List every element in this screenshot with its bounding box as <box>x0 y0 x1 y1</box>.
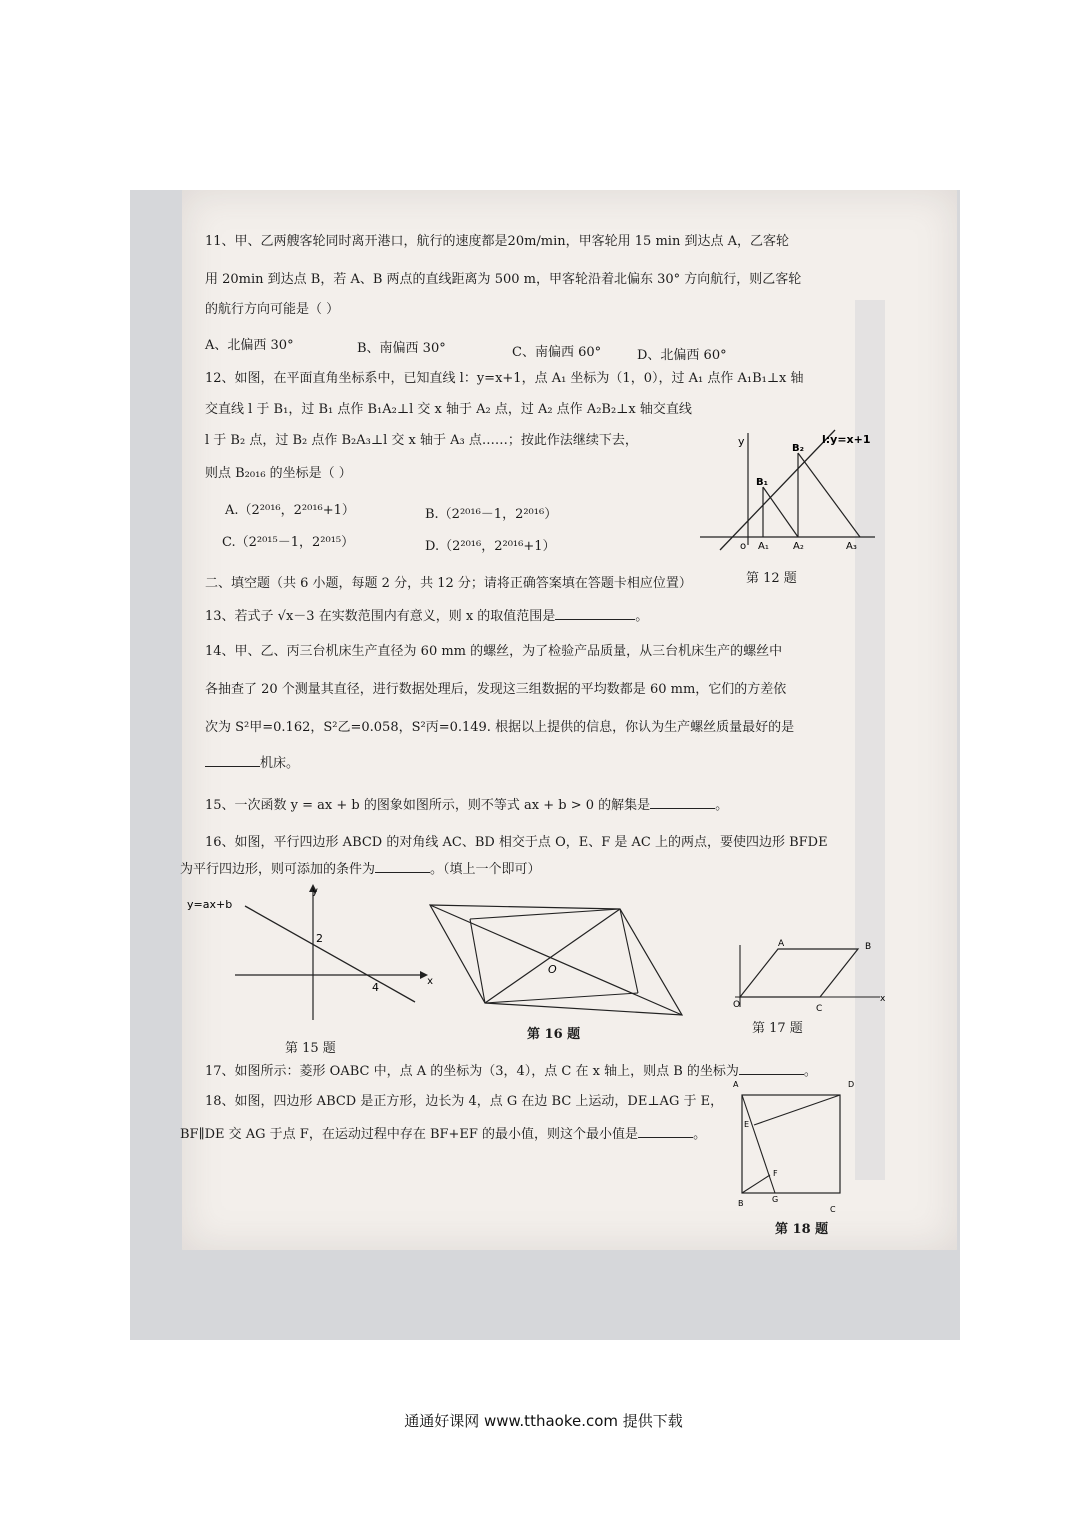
q18-line2: BF∥DE 交 AG 于点 F，在运动过程中存在 BF+EF 的最小值，则这个最小值是 <box>180 1127 639 1142</box>
q13-text <box>205 608 648 626</box>
q11-option-d: D、北偏西 60° <box>637 348 727 363</box>
q17-caption: 第 17 题 <box>752 1021 803 1036</box>
q12-line3: l 于 B₂ 点，过 B₂ 点作 B₂A₃⊥l 交 x 轴于 A₃ 点……；按此作法继续下去， <box>205 433 638 448</box>
q18-fig-b: B <box>738 1199 744 1208</box>
q12-fig-a3: A₃ <box>846 541 857 552</box>
q18-caption: 第 18 题 <box>775 1222 829 1237</box>
q12-figure <box>700 425 880 569</box>
q11-line3: 的航行方向可能是（ ） <box>205 302 340 317</box>
q12-fig-b1: B₁ <box>756 477 769 488</box>
q14-answer-blank[interactable] <box>205 766 260 767</box>
q12-line1: 12、如图，在平面直角坐标系中，已知直线 l：y=x+1，点 A₁ 坐标为（1，0），过 A₁ 点作 A₁B₁⊥x 轴 <box>205 371 804 386</box>
q15-text <box>205 797 728 815</box>
q12-option-d: D.（2²⁰¹⁶，2²⁰¹⁶+1） <box>425 539 556 554</box>
q12-fig-origin: o <box>740 541 747 552</box>
q14-line1: 14、甲、乙、丙三台机床生产直径为 60 mm 的螺丝，为了检验产品质量，从三台机床生产的螺丝中 <box>205 644 783 659</box>
q16-line2-wrap <box>180 861 541 879</box>
q12-fig-b2: B₂ <box>792 443 805 454</box>
q12-option-c: C.（2²⁰¹⁵－1，2²⁰¹⁵） <box>222 535 355 550</box>
q18-line1: 18、如图，四边形 ABCD 是正方形，边长为 4，点 G 在边 BC 上运动，DE⊥AG 于 E， <box>205 1094 724 1109</box>
q17-text <box>205 1063 817 1081</box>
q18-fig-g: G <box>772 1195 779 1204</box>
q16-fig-o: O <box>548 963 557 976</box>
q12-caption: 第 12 题 <box>746 571 797 586</box>
q12-fig-a2: A₂ <box>793 541 804 552</box>
q17-fig-a: A <box>778 939 785 949</box>
q11-option-a: A、北偏西 30° <box>205 338 294 353</box>
q14-line2: 各抽查了 20 个测量其直径，进行数据处理后，发现这三组数据的平均数都是 60 mm，它们的方差依 <box>205 682 787 697</box>
q17-stem: 17、如图所示：菱形 OABC 中，点 A 的坐标为（3，4），点 C 在 x 轴上，则点 B 的坐标为 <box>205 1064 739 1079</box>
q15-end: 。 <box>715 798 729 813</box>
q13-stem: 13、若式子 √x－3 在实数范围内有意义，则 x 的取值范围是 <box>205 609 556 624</box>
q17-fig-c: C <box>816 1004 823 1014</box>
q16-caption: 第 16 题 <box>527 1027 581 1042</box>
q17-end: 。 <box>803 1064 817 1079</box>
q11-line1: 11、甲、乙两艘客轮同时离开港口，航行的速度都是20m/min，甲客轮用 15 min 到达点 A，乙客轮 <box>205 234 789 249</box>
q16-figure <box>420 895 690 1024</box>
q12-fig-line-label: l:y=x+1 <box>822 433 871 446</box>
q18-fig-e: E <box>744 1120 750 1129</box>
q15-fig-yint: 2 <box>316 932 323 945</box>
q17-fig-x: x <box>880 994 886 1004</box>
q12-fig-a1: A₁ <box>758 541 769 552</box>
q11-line2: 用 20min 到达点 B，若 A、B 两点的直线距离为 500 m，甲客轮沿着北偏东 30° 方向航行，则乙客轮 <box>205 272 802 287</box>
q16-line1: 16、如图，平行四边形 ABCD 的对角线 AC、BD 相交于点 O，E、F 是 AC 上的两点，要使四边形 BFDE <box>205 835 828 850</box>
q18-end: 。 <box>693 1127 707 1142</box>
q18-line2-wrap <box>180 1126 706 1144</box>
q13-end: 。 <box>635 609 649 624</box>
q18-answer-blank[interactable] <box>638 1137 693 1138</box>
q16-line2b: 。（填上一个即可） <box>430 862 541 877</box>
q16-line2: 为平行四边形，则可添加的条件为 <box>180 862 376 877</box>
q12-option-a: A.（2²⁰¹⁶，2²⁰¹⁶+1） <box>225 503 355 518</box>
q14-line4-wrap <box>205 755 299 773</box>
q18-figure <box>730 1075 860 1219</box>
section2-heading: 二、填空题（共 6 小题，每题 2 分，共 12 分；请将正确答案填在答题卡相应位置） <box>205 576 692 591</box>
q16-answer-blank[interactable] <box>375 872 430 873</box>
q14-line4: 机床。 <box>260 756 300 771</box>
q18-fig-a: A <box>733 1080 739 1089</box>
q17-figure <box>730 935 890 1019</box>
q12-line2: 交直线 l 于 B₁，过 B₁ 点作 B₁A₂⊥l 交 x 轴于 A₂ 点，过 A₂ 点作 A₂B₂⊥x 轴交直线 <box>205 402 692 417</box>
q12-option-b: B.（2²⁰¹⁶－1，2²⁰¹⁶） <box>425 507 558 522</box>
q15-fig-xint: 4 <box>372 981 379 994</box>
q18-fig-f: F <box>773 1169 778 1178</box>
q15-caption: 第 15 题 <box>285 1041 336 1056</box>
footer-credit: 通通好课网 www.tthaoke.com 提供下载 <box>404 1412 683 1430</box>
q15-answer-blank[interactable] <box>650 808 715 809</box>
q14-line3: 次为 S²甲=0.162，S²乙=0.058，S²丙=0.149. 根据以上提供的信息，你认为生产螺丝质量最好的是 <box>205 720 795 735</box>
q11-option-b: B、南偏西 30° <box>357 341 446 356</box>
q18-fig-d: D <box>848 1080 855 1089</box>
q17-fig-o: O <box>733 1000 741 1010</box>
q17-fig-b: B <box>865 942 872 952</box>
q12-line4: 则点 B₂₀₁₆ 的坐标是（ ） <box>205 466 352 481</box>
q12-fig-y-label: y <box>738 435 745 448</box>
q11-option-c: C、南偏西 60° <box>512 345 602 360</box>
q15-fig-y: y <box>312 886 318 897</box>
q13-answer-blank[interactable] <box>555 619 635 620</box>
q15-fig-x: x <box>427 976 433 987</box>
q15-fig-func: y=ax+b <box>187 898 233 911</box>
q15-figure <box>185 880 435 1034</box>
q15-stem: 15、一次函数 y = ax + b 的图象如图所示，则不等式 ax + b > 0 的解集是 <box>205 798 651 813</box>
q18-fig-c: C <box>830 1205 836 1214</box>
